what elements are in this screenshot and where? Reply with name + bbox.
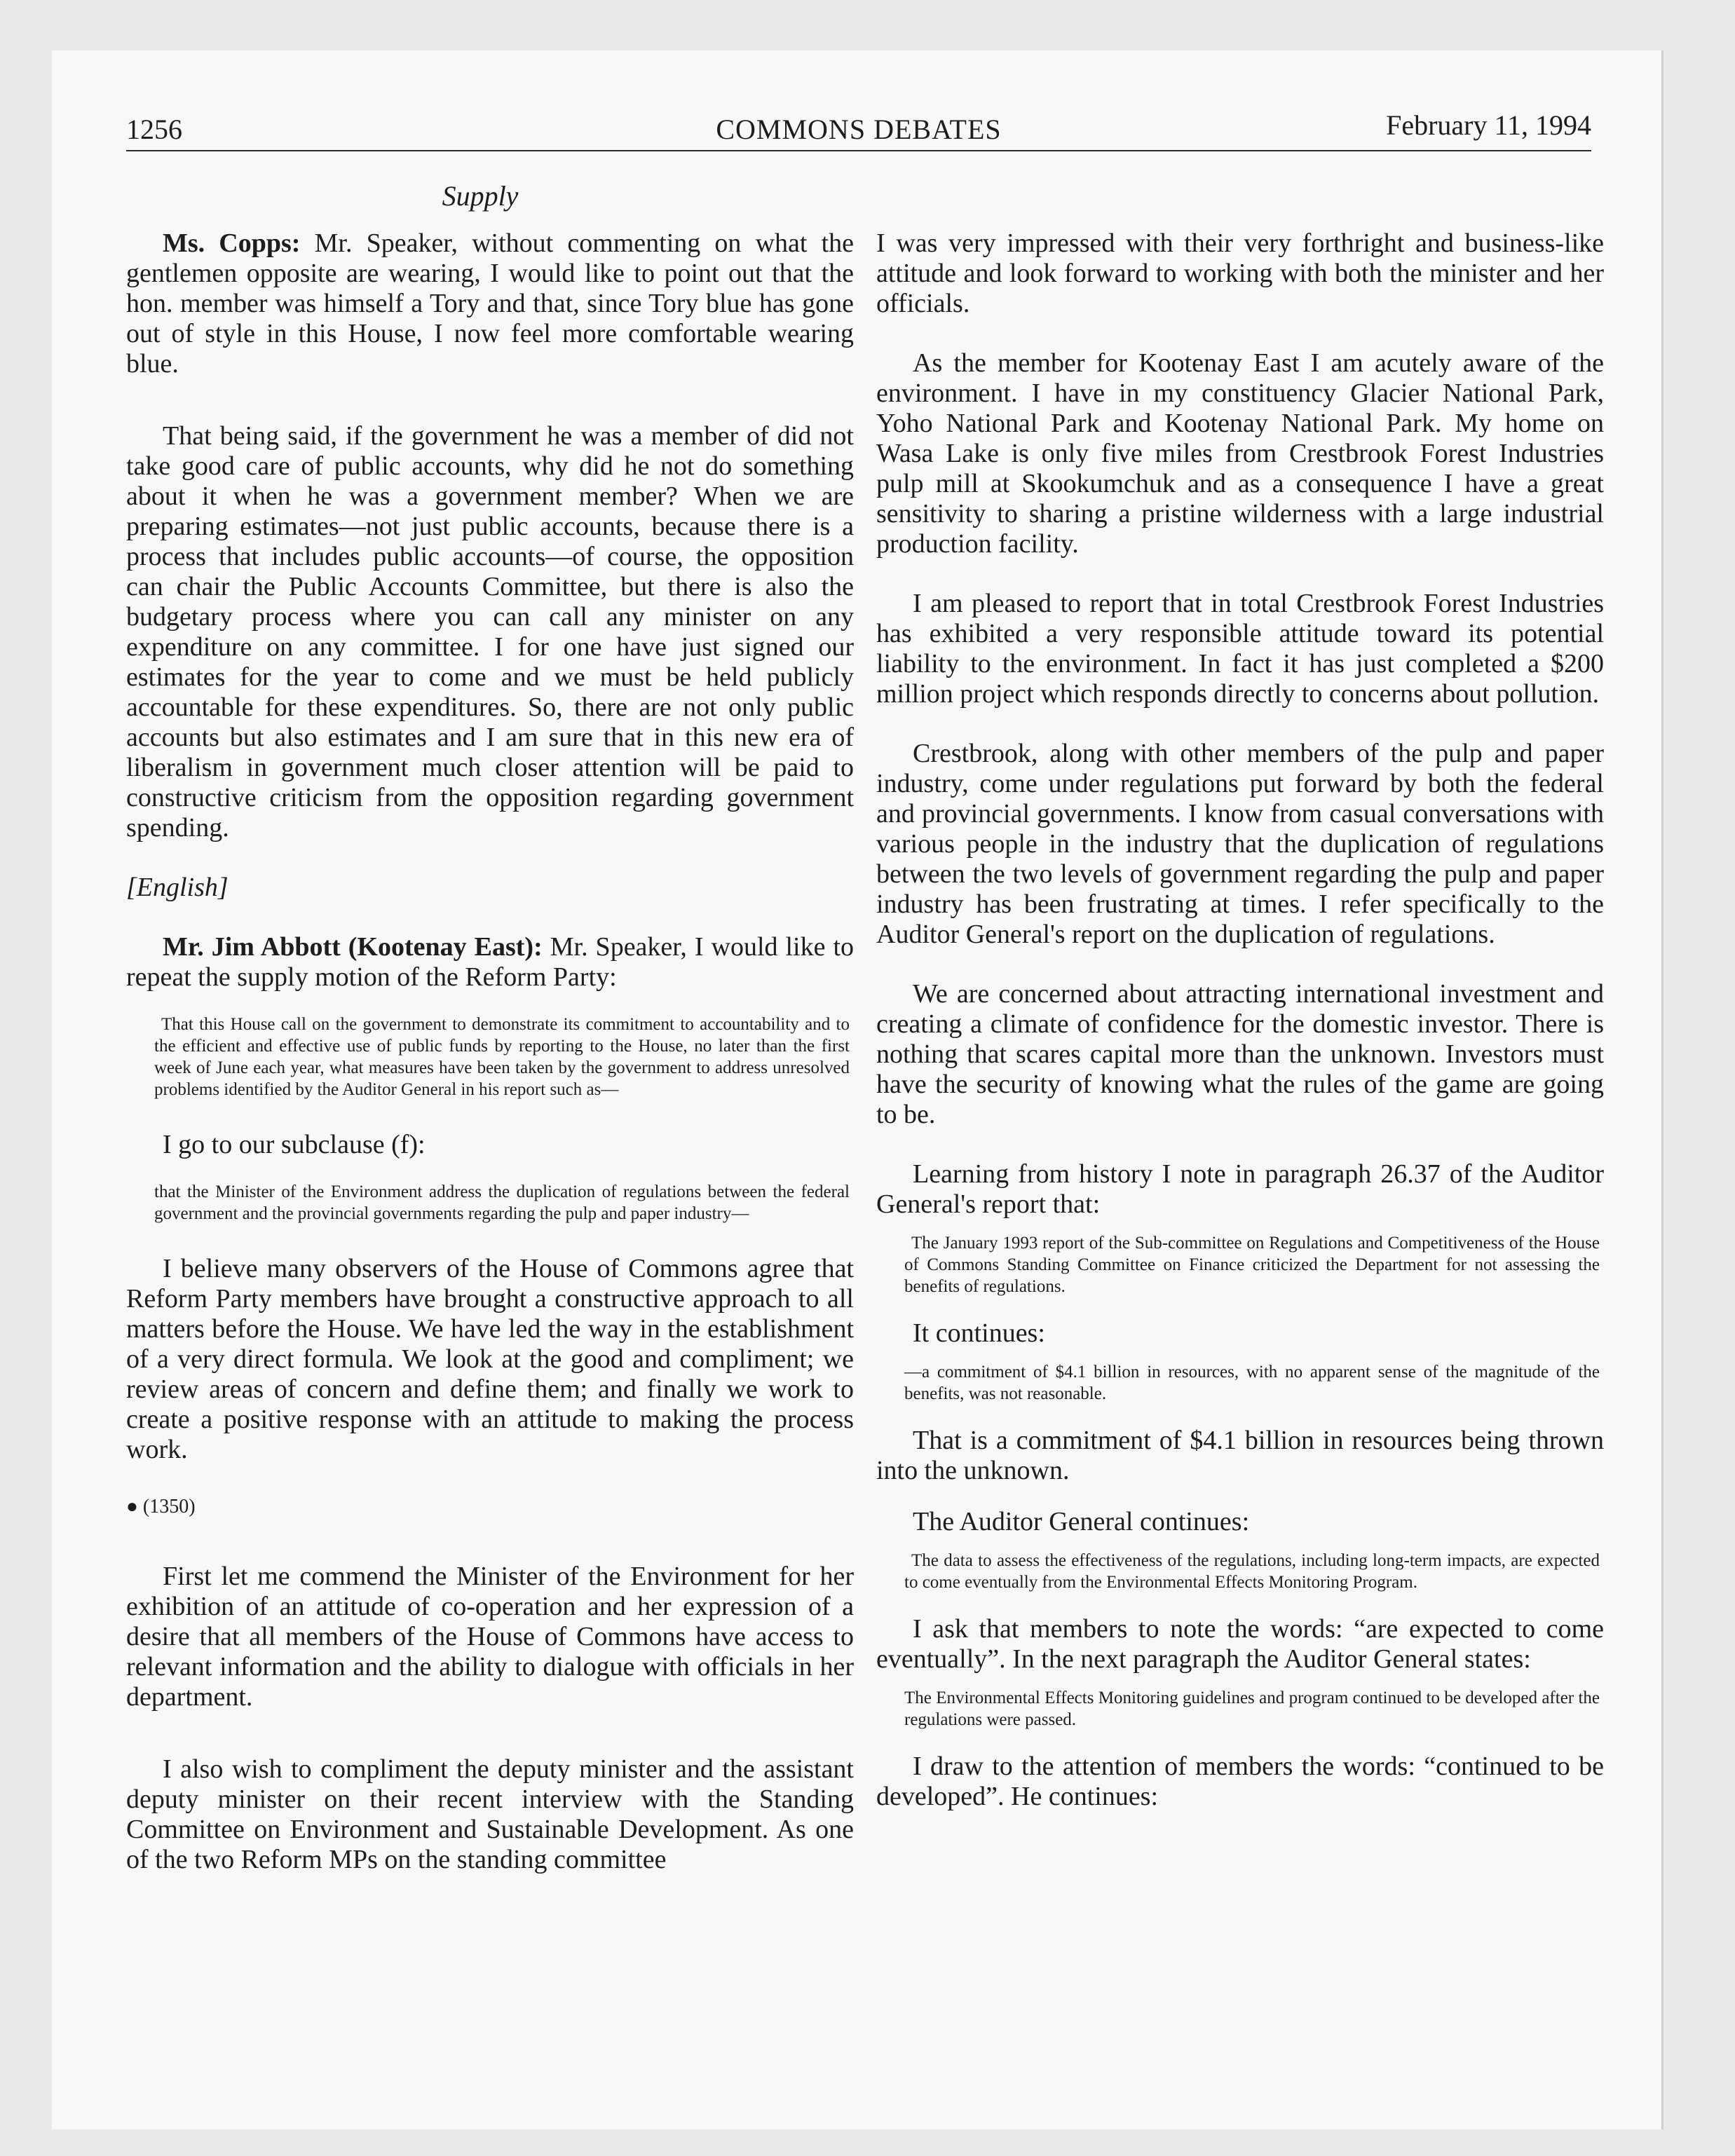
subclause-intro: I go to our subclause (f):	[163, 1130, 426, 1159]
right-paragraph-3: I am pleased to report that in total Crestbrook Forest Industries has exhibited a very responsible attitude toward its potential liability to the environment. In fact it has just completed a $200 million project which responds directly to concerns about pollution.	[876, 589, 1604, 709]
auditor-quote-4: The Environmental Effects Monitoring guidelines and program continued to be developed after the regulations were passed.	[904, 1688, 1600, 1729]
abbott-paragraph-1	[126, 932, 854, 992]
right-paragraph-1: I was very impressed with their very forthright and business-like attitude and look forward to working with both the minister and her officials.	[876, 228, 1604, 318]
right-paragraph-11: I draw to the attention of members the words: “continued to be developed”. He continues:	[876, 1752, 1604, 1811]
publication-title: COMMONS DEBATES	[716, 114, 1002, 145]
right-paragraph-5: We are concerned about attracting international investment and creating a climate of confidence for the domestic investor. There is nothing that scares capital more than the unknown. Investors must have the security of knowing what the rules of the game are going to be.	[876, 979, 1604, 1129]
auditor-quote-3: The data to assess the effectiveness of the regulations, including long-term impacts, are expected to come eventually from the Environmental Effects Monitoring Program.	[904, 1551, 1600, 1592]
header-rule	[126, 150, 1591, 151]
right-paragraph-10: I ask that members to note the words: “are expected to come eventually”. In the next paragraph the Auditor General states:	[876, 1614, 1604, 1674]
speech-text: Mr. Speaker, I would like to repeat the supply motion of the Reform Party:	[126, 932, 855, 992]
right-paragraph-6: Learning from history I note in paragraph 26.37 of the Auditor General's report that:	[876, 1159, 1604, 1219]
right-paragraph-7: It continues:	[913, 1318, 1045, 1348]
abbott-paragraph-3: First let me commend the Minister of the Environment for her exhibition of an attitude of co-operation and her expression of a desire that all members of the House of Commons have access to relevant information and the ability to dialogue with officials in her department.	[126, 1562, 854, 1712]
right-column	[876, 228, 1604, 1812]
time-marker: ● (1350)	[126, 1496, 196, 1517]
right-paragraph-9: The Auditor General continues:	[913, 1507, 1250, 1536]
page-edge-shadow	[1661, 50, 1663, 2129]
speaker-name: Mr. Jim Abbott (Kootenay East):	[163, 932, 543, 962]
section-title: Supply	[442, 180, 519, 212]
abbott-paragraph-4: I also wish to compliment the deputy minister and the assistant deputy minister on their recent interview with the Standing Committee on Environment and Sustainable Development. As one of the two Reform MPs on the standing committee	[126, 1754, 854, 1874]
language-tag: [English]	[126, 873, 229, 902]
subclause-quote: that the Minister of the Environment address the duplication of regulations between the federal government and the provincial governments regarding the pulp and paper industry—	[154, 1182, 850, 1223]
left-column	[126, 228, 854, 1875]
auditor-quote-2: —a commitment of $4.1 billion in resources, with no apparent sense of the magnitude of the benefits, was not reasonable.	[904, 1363, 1600, 1403]
page-number: 1256	[126, 114, 182, 145]
abbott-paragraph-2: I believe many observers of the House of Commons agree that Reform Party members have brought a constructive approach to all matters before the House. We have led the way in the establishment of a very direct formula. We look at the good and compliment; we review areas of concern and define them; and finally we work to create a positive response with an attitude to making the process work.	[126, 1254, 854, 1464]
right-paragraph-2: As the member for Kootenay East I am acutely aware of the environment. I have in my constituency Glacier National Park, Yoho National Park and Kootenay National Park. My home on Wasa Lake is only five miles from Crestbrook Forest Industries pulp mill at Skookumchuk and as a consequence I have a great sensitivity to sharing a pristine wilderness with a large industrial production facility.	[876, 348, 1604, 559]
right-paragraph-8: That is a commitment of $4.1 billion in resources being thrown into the unknown.	[876, 1426, 1604, 1485]
speech-text: Mr. Speaker, without commenting on what the gentlemen opposite are wearing, I would like to point out that the hon. member was himself a Tory and that, since Tory blue has gone out of style in this House, I now feel more comfortable wearing blue.	[126, 228, 854, 378]
copps-paragraph-1	[126, 228, 854, 379]
speaker-name: Ms. Copps:	[163, 228, 301, 258]
auditor-quote-1: The January 1993 report of the Sub-committee on Regulations and Competitiveness of the House of Commons Standing Committee on Finance criticized the Department for not assessing the benefits of regulations.	[904, 1234, 1600, 1296]
right-paragraph-4: Crestbrook, along with other members of the pulp and paper industry, come under regulations put forward by both the federal and provincial governments. I know from casual conversations with various people in the industry that the duplication of regulations between the two levels of government regarding the pulp and paper industry has been frustrating at times. I refer specifically to the Auditor General's report on the duplication of regulations.	[876, 739, 1604, 949]
motion-quote: That this House call on the government to demonstrate its commitment to accountability and to the efficient and effective use of public funds by reporting to the House, no later than the first week of June each year, what measures have been taken by the government to address unresolved problems identified by the Auditor General in his report such as—	[154, 1015, 850, 1099]
running-header	[126, 105, 1591, 154]
page-date: February 11, 1994	[1386, 109, 1591, 141]
copps-paragraph-2: That being said, if the government he was a member of did not take good care of public accounts, why did he not do something about it when he was a government member? When we are preparing estimates—not just public accounts, because there is a process that includes public accounts—of course, the opposition can chair the Public Accounts Committee, but there is also the budgetary process where you can call any minister on any expenditure on any committee. I for one have just signed our estimates for the year to come and we must be held publicly accountable for these expenditures. So, there are not only public accounts but also estimates and I am sure that in this new era of liberalism in government much closer attention will be paid to constructive criticism from the opposition regarding government spending.	[126, 421, 854, 842]
